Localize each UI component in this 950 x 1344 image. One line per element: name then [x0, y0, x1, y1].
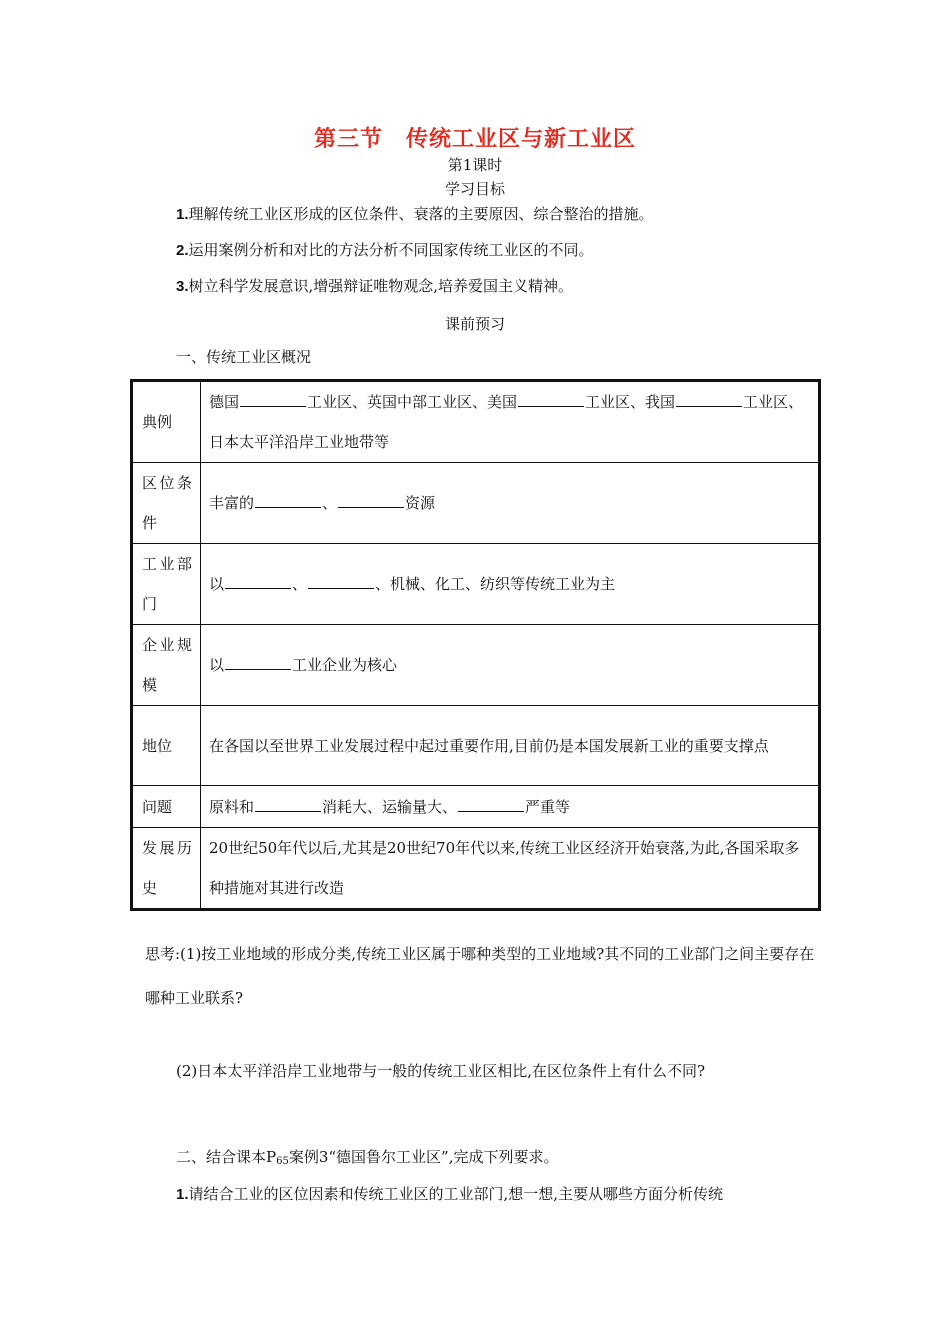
- fill-blank[interactable]: [338, 493, 404, 508]
- row-content: [201, 625, 820, 706]
- fill-blank[interactable]: [225, 574, 291, 589]
- think-question-2: (2)日本太平洋沿岸工业地带与一般的传统工业区相比,在区位条件上有什么不同?: [176, 1062, 706, 1080]
- row-content: [201, 544, 820, 625]
- row-content: [201, 381, 820, 463]
- section1-heading: 一、传统工业区概况: [176, 348, 312, 366]
- cell-text: 以: [209, 656, 225, 674]
- table-row: [132, 625, 820, 706]
- row-content: 在各国以至世界工业发展过程中起过重要作用,目前仍是本国发展新工业的重要支撑点: [201, 706, 820, 786]
- item-number: 1.: [176, 1186, 189, 1203]
- think-question-1: 思考:(1)按工业地域的形成分类,传统工业区属于哪种类型的工业地域?其不同的工业部门之间主要存在哪种工业联系?: [145, 945, 815, 1007]
- goal-number: 3.: [176, 278, 189, 295]
- goal-item: [176, 275, 573, 296]
- cell-text: 工业区、英国中部工业区、美国: [307, 393, 518, 411]
- cell-text: 消耗大、运输量大、: [322, 797, 458, 816]
- fill-blank[interactable]: [225, 655, 291, 670]
- goal-text: 运用案例分析和对比的方法分析不同国家传统工业区的不同。: [188, 241, 594, 259]
- fill-blank[interactable]: [308, 574, 374, 589]
- row-label: 问题: [132, 786, 201, 828]
- cell-text: 丰富的: [209, 494, 255, 512]
- page-title: 第三节 传统工业区与新工业区: [313, 127, 636, 152]
- goals-heading: 学习目标: [444, 180, 505, 198]
- cell-text: 工业企业为核心: [292, 656, 398, 674]
- fill-blank[interactable]: [458, 797, 524, 812]
- goal-text: 理解传统工业区形成的区位条件、衰落的主要原因、综合整治的措施。: [188, 205, 654, 223]
- overview-table: [130, 379, 821, 911]
- cell-text: 、机械、化工、纺织等传统工业为主: [375, 575, 616, 593]
- cell-text: 德国: [209, 393, 240, 411]
- goal-item: [176, 239, 594, 260]
- item-text: 请结合工业的区位因素和传统工业区的工业部门,想一想,主要从哪些方面分析传统: [188, 1185, 724, 1203]
- heading-text: 二、结合课本P: [176, 1148, 277, 1166]
- cell-text: 以: [209, 575, 225, 593]
- row-content: [201, 786, 820, 828]
- cell-text: 工业区、日本太平洋沿岸工业地带等: [209, 393, 804, 451]
- cell-text: 严重等: [525, 797, 571, 816]
- cell-text: 工业区、我国: [585, 393, 676, 411]
- fill-blank[interactable]: [518, 392, 584, 407]
- row-label: 典例: [132, 381, 201, 463]
- table-row: [132, 381, 820, 463]
- cell-text: 原料和: [209, 797, 255, 816]
- cell-text: 、: [322, 494, 338, 512]
- goal-number: 2.: [176, 242, 189, 259]
- row-label: 工业部门: [132, 544, 201, 625]
- fill-blank[interactable]: [255, 797, 321, 812]
- fill-blank[interactable]: [255, 493, 321, 508]
- goal-number: 1.: [176, 206, 189, 223]
- table-row: [132, 463, 820, 544]
- row-label: 区位条件: [132, 463, 201, 544]
- page-subscript: 65: [276, 1156, 289, 1167]
- heading-text: 案例3“德国鲁尔工业区”,完成下列要求。: [288, 1148, 559, 1166]
- row-label: 企业规模: [132, 625, 201, 706]
- row-content: [201, 463, 820, 544]
- table-row: [132, 544, 820, 625]
- section2-item: [176, 1183, 723, 1204]
- fill-blank[interactable]: [676, 392, 742, 407]
- preview-heading: 课前预习: [444, 315, 505, 333]
- lesson-label: 第1课时: [447, 156, 503, 174]
- row-label: 地位: [132, 706, 201, 786]
- table-row: [132, 786, 820, 828]
- cell-text: 、: [292, 575, 308, 593]
- row-content: 20世纪50年代以后,尤其是20世纪70年代以来,传统工业区经济开始衰落,为此,各国采取多种措施对其进行改造: [201, 828, 820, 910]
- goal-item: [176, 203, 654, 224]
- goal-text: 树立科学发展意识,增强辩证唯物观念,培养爱国主义精神。: [188, 277, 574, 295]
- table-row: [132, 828, 820, 910]
- row-label: 发展历史: [132, 828, 201, 910]
- fill-blank[interactable]: [240, 392, 306, 407]
- table-row: [132, 706, 820, 786]
- cell-text: 资源: [405, 494, 436, 512]
- section2-heading: [176, 1146, 558, 1167]
